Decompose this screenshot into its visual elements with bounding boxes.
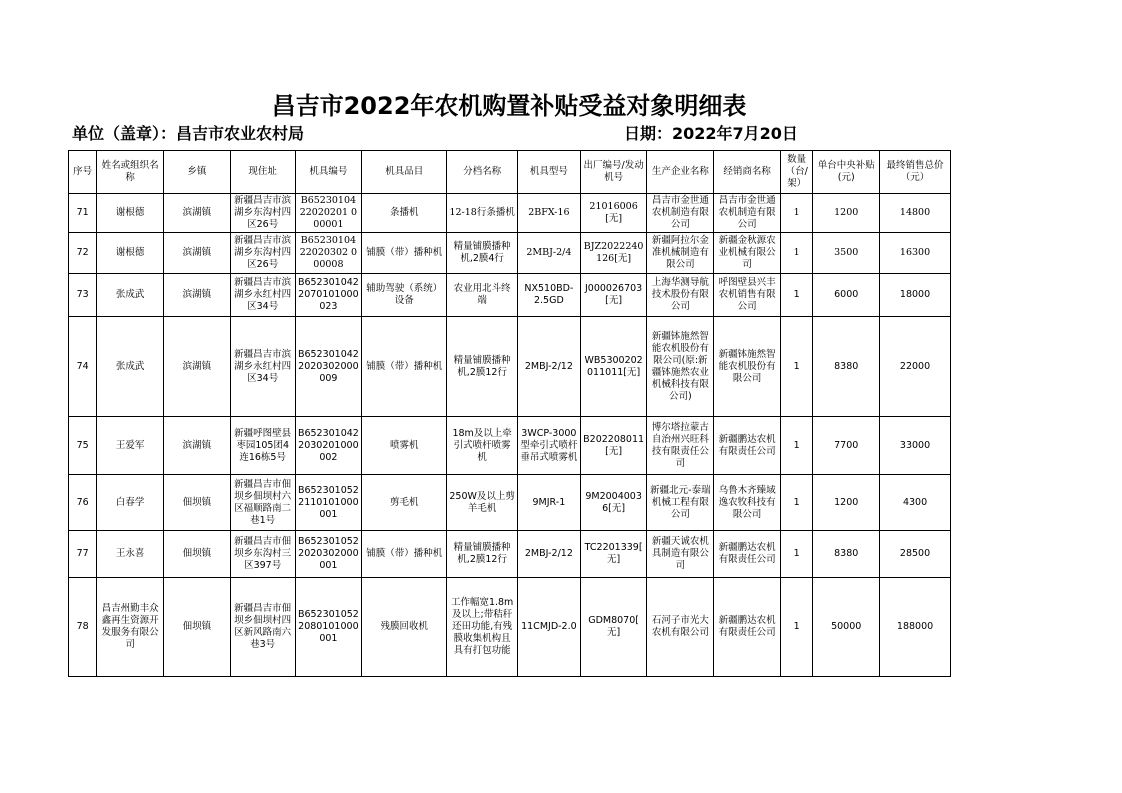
cell-code: B65230104 22020201 000001	[295, 194, 362, 233]
cell-item: 条播机	[362, 194, 447, 233]
cell-town: 滨湖镇	[164, 274, 231, 317]
cell-address: 新疆昌吉市滨湖乡永红村四区34号	[230, 317, 295, 417]
cell-model: NX510BD-2.5GD	[518, 274, 581, 317]
cell-item: 铺膜（带）播种机	[362, 233, 447, 274]
cell-maker: 新疆天诚农机具制造有限公司	[647, 531, 714, 578]
cell-qty: 1	[780, 417, 812, 475]
cell-grade: 精量铺膜播种机,2膜12行	[447, 531, 518, 578]
cell-subsidy: 3500	[813, 233, 880, 274]
cell-code: B652301042 2070101000 023	[295, 274, 362, 317]
col-header: 乡镇	[164, 151, 231, 194]
cell-maker: 新疆北元-泰瑞机械工程有限公司	[647, 475, 714, 531]
cell-dealer: 新疆金秋源农业机械有限公司	[714, 233, 781, 274]
cell-item: 铺膜（带）播种机	[362, 531, 447, 578]
cell-model: 11CMJD-2.0	[518, 578, 581, 677]
cell-town: 佃坝镇	[164, 578, 231, 677]
cell-dealer: 新疆鹏达农机有限责任公司	[714, 578, 781, 677]
cell-name: 张成武	[97, 274, 164, 317]
cell-item: 残膜回收机	[362, 578, 447, 677]
cell-dealer: 昌吉市金世通农机制造有限公司	[714, 194, 781, 233]
cell-address: 新疆昌吉市滨湖乡永红村四区34号	[230, 274, 295, 317]
cell-qty: 1	[780, 194, 812, 233]
cell-price: 188000	[880, 578, 951, 677]
cell-model: 2MBJ-2/12	[518, 317, 581, 417]
col-header: 机具品目	[362, 151, 447, 194]
cell-model: 2MBJ-2/4	[518, 233, 581, 274]
cell-serial: WB5300202 011011[无]	[580, 317, 647, 417]
cell-no: 74	[69, 317, 97, 417]
col-header: 经销商名称	[714, 151, 781, 194]
cell-subsidy: 1200	[813, 194, 880, 233]
cell-no: 72	[69, 233, 97, 274]
cell-serial: TC2201339[ 无]	[580, 531, 647, 578]
subsidy-table	[68, 150, 951, 677]
table-row	[69, 531, 951, 578]
cell-price: 16300	[880, 233, 951, 274]
cell-code: B65230104 22020302 000008	[295, 233, 362, 274]
cell-maker: 昌吉市金世通农机制造有限公司	[647, 194, 714, 233]
cell-qty: 1	[780, 317, 812, 417]
cell-qty: 1	[780, 578, 812, 677]
cell-code: B652301052 2080101000 001	[295, 578, 362, 677]
cell-no: 73	[69, 274, 97, 317]
cell-model: 2MBJ-2/12	[518, 531, 581, 578]
col-header: 现住址	[230, 151, 295, 194]
col-header: 机具编号	[295, 151, 362, 194]
cell-qty: 1	[780, 233, 812, 274]
cell-grade: 12-18行条播机	[447, 194, 518, 233]
cell-qty: 1	[780, 475, 812, 531]
cell-town: 滨湖镇	[164, 233, 231, 274]
col-header: 生产企业名称	[647, 151, 714, 194]
cell-maker: 新疆阿拉尔金准机械制造有限公司	[647, 233, 714, 274]
cell-serial: 21016006 [无]	[580, 194, 647, 233]
cell-address: 新疆呼图壁县枣园105团4连16栋5号	[230, 417, 295, 475]
table-row	[69, 233, 951, 274]
table-row	[69, 417, 951, 475]
cell-town: 佃坝镇	[164, 475, 231, 531]
cell-subsidy: 1200	[813, 475, 880, 531]
cell-model: 3WCP-3000型牵引式喷杆垂吊式喷雾机	[518, 417, 581, 475]
cell-no: 77	[69, 531, 97, 578]
cell-grade: 农业用北斗终端	[447, 274, 518, 317]
unit-label: 单位（盖章）：昌吉市农业农村局	[72, 124, 305, 143]
cell-code: B652301052 2110101000 001	[295, 475, 362, 531]
cell-name: 谢根德	[97, 233, 164, 274]
cell-name: 张成武	[97, 317, 164, 417]
cell-name: 王爱军	[97, 417, 164, 475]
cell-code: B652301052 2020302000 001	[295, 531, 362, 578]
col-header: 姓名或组织名称	[97, 151, 164, 194]
cell-price: 28500	[880, 531, 951, 578]
col-header: 单台中央补贴(元)	[813, 151, 880, 194]
cell-no: 71	[69, 194, 97, 233]
cell-serial: BJZ2022240126[无]	[580, 233, 647, 274]
cell-grade: 精量铺膜播种机,2膜12行	[447, 317, 518, 417]
page-title: 昌吉市2022年农机购置补贴受益对象明细表	[271, 92, 747, 120]
cell-subsidy: 8380	[813, 531, 880, 578]
table-row	[69, 475, 951, 531]
col-header: 出厂编号/发动机号	[580, 151, 647, 194]
cell-serial: GDM8070[ 无]	[580, 578, 647, 677]
cell-no: 75	[69, 417, 97, 475]
cell-item: 喷雾机	[362, 417, 447, 475]
cell-dealer: 乌鲁木齐臻域逸农牧科技有限公司	[714, 475, 781, 531]
col-header: 机具型号	[518, 151, 581, 194]
col-header: 最终销售总价（元）	[880, 151, 951, 194]
cell-item: 剪毛机	[362, 475, 447, 531]
cell-grade: 18m及以上牵引式喷杆喷雾机	[447, 417, 518, 475]
cell-qty: 1	[780, 274, 812, 317]
cell-price: 4300	[880, 475, 951, 531]
cell-name: 谢根德	[97, 194, 164, 233]
cell-subsidy: 6000	[813, 274, 880, 317]
cell-address: 新疆昌吉市佃坝乡佃坝村四区新风路南六巷3号	[230, 578, 295, 677]
cell-subsidy: 7700	[813, 417, 880, 475]
cell-grade: 精量铺膜播种机,2膜4行	[447, 233, 518, 274]
cell-dealer: 新疆鹏达农机有限责任公司	[714, 417, 781, 475]
col-header: 数量（台/架）	[780, 151, 812, 194]
cell-item: 辅助驾驶（系统）设备	[362, 274, 447, 317]
cell-address: 新疆昌吉市滨湖乡东沟村四区26号	[230, 233, 295, 274]
cell-address: 新疆昌吉市佃坝乡佃坝村六区福顺路南二巷1号	[230, 475, 295, 531]
col-header: 分档名称	[447, 151, 518, 194]
cell-serial: B202208011 [无]	[580, 417, 647, 475]
cell-name: 王永喜	[97, 531, 164, 578]
cell-grade: 工作幅宽1.8m及以上;带秸秆还田功能,有残膜收集机构且具有打包功能	[447, 578, 518, 677]
cell-town: 滨湖镇	[164, 417, 231, 475]
cell-town: 滨湖镇	[164, 317, 231, 417]
cell-town: 滨湖镇	[164, 194, 231, 233]
cell-maker: 博尔塔拉蒙古自治州兴旺科技有限责任公司	[647, 417, 714, 475]
cell-code: B652301042 2030201000 002	[295, 417, 362, 475]
table-row	[69, 317, 951, 417]
cell-name: 白春学	[97, 475, 164, 531]
cell-subsidy: 50000	[813, 578, 880, 677]
cell-no: 78	[69, 578, 97, 677]
date-label: 日期：2022年7月20日	[624, 124, 798, 143]
cell-serial: J000026703 [无]	[580, 274, 647, 317]
table-row	[69, 194, 951, 233]
cell-model: 9MJR-1	[518, 475, 581, 531]
cell-price: 22000	[880, 317, 951, 417]
cell-town: 佃坝镇	[164, 531, 231, 578]
cell-address: 新疆昌吉市滨湖乡东沟村四区26号	[230, 194, 295, 233]
cell-grade: 250W及以上剪羊毛机	[447, 475, 518, 531]
cell-item: 铺膜（带）播种机	[362, 317, 447, 417]
cell-no: 76	[69, 475, 97, 531]
cell-maker: 石河子市光大农机有限公司	[647, 578, 714, 677]
cell-address: 新疆昌吉市佃坝乡东沟村三区397号	[230, 531, 295, 578]
cell-maker: 上海华测导航技术股份有限公司	[647, 274, 714, 317]
cell-dealer: 新疆钵施然智能农机股份有限公司	[714, 317, 781, 417]
cell-subsidy: 8380	[813, 317, 880, 417]
cell-name: 昌吉州勤丰众鑫再生资源开发服务有限公司	[97, 578, 164, 677]
col-header: 序号	[69, 151, 97, 194]
cell-dealer: 新疆鹏达农机有限责任公司	[714, 531, 781, 578]
cell-model: 2BFX-16	[518, 194, 581, 233]
header-row	[69, 151, 951, 194]
cell-code: B652301042 2020302000 009	[295, 317, 362, 417]
table-row	[69, 274, 951, 317]
cell-serial: 9M2004003 6[无]	[580, 475, 647, 531]
cell-price: 18000	[880, 274, 951, 317]
cell-maker: 新疆钵施然智能农机股份有限公司(原:新疆钵施然农业机械科技有限公司)	[647, 317, 714, 417]
cell-price: 33000	[880, 417, 951, 475]
cell-dealer: 呼图壁县兴丰农机销售有限公司	[714, 274, 781, 317]
cell-qty: 1	[780, 531, 812, 578]
cell-price: 14800	[880, 194, 951, 233]
table-row	[69, 578, 951, 677]
